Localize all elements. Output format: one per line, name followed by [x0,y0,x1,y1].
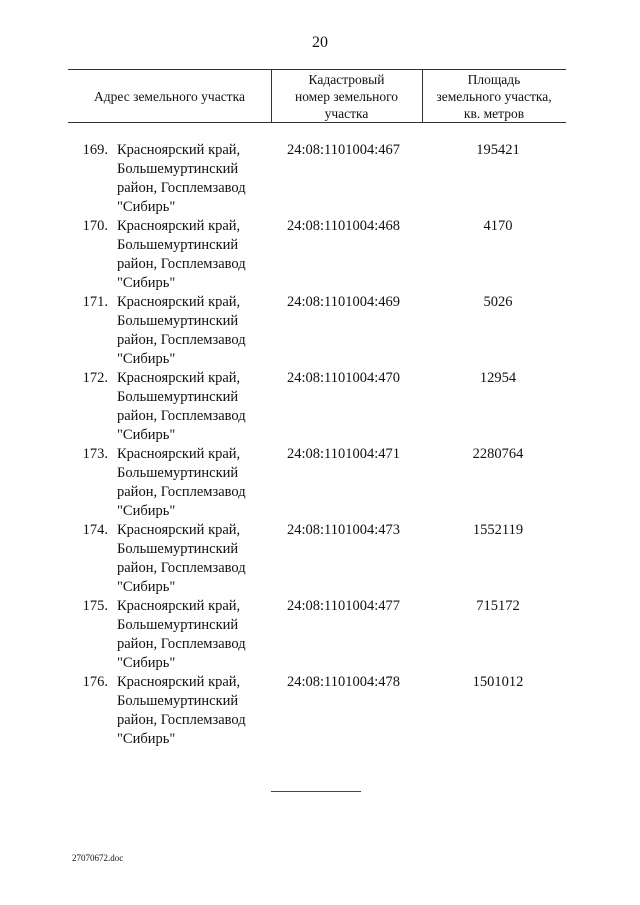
address-line: Красноярский край, [117,522,241,538]
row-number: 171. [82,294,108,310]
row-cadastral-number: 24:08:1101004:471 [287,446,401,462]
header-cadastral-line: Кадастровый [308,72,385,87]
address-line: Большемуртинский [117,465,239,481]
address-line: "Сибирь" [117,503,176,519]
table-row [0,445,640,521]
address-line: район, Госплемзавод [117,180,246,196]
row-area: 1552119 [472,522,524,538]
table-top-rule [68,69,566,70]
end-of-list-line [271,791,361,792]
address-line: "Сибирь" [117,275,176,291]
header-cadastral [271,71,422,122]
header-area-line: Площадь [467,72,521,87]
row-address [117,673,277,749]
row-area: 1501012 [472,674,524,690]
address-line: "Сибирь" [117,655,176,671]
row-cadastral-number: 24:08:1101004:477 [287,598,401,614]
row-address [117,521,277,597]
row-number: 170. [82,218,108,234]
address-line: Большемуртинский [117,237,239,253]
row-address [117,369,277,445]
address-line: район, Госплемзавод [117,636,246,652]
address-line: "Сибирь" [117,579,176,595]
row-address [117,141,277,217]
table-row [0,673,640,749]
address-line: Красноярский край, [117,218,241,234]
row-number: 175. [82,598,108,614]
address-line: "Сибирь" [117,731,176,747]
address-line: "Сибирь" [117,199,176,215]
row-number: 169. [82,142,108,158]
row-number: 172. [82,370,108,386]
address-line: район, Госплемзавод [117,484,246,500]
row-area: 4170 [483,218,513,234]
row-area: 5026 [483,294,513,310]
row-area: 715172 [476,598,520,614]
header-cadastral-line: участка [324,106,369,121]
page-number: 20 [312,34,328,51]
table-row [0,521,640,597]
address-line: район, Госплемзавод [117,560,246,576]
address-line: район, Госплемзавод [117,332,246,348]
row-number: 173. [82,446,108,462]
table-row [0,141,640,217]
table-row [0,597,640,673]
table-row [0,369,640,445]
row-cadastral-number: 24:08:1101004:469 [287,294,401,310]
address-line: Красноярский край, [117,370,241,386]
address-line: район, Госплемзавод [117,256,246,272]
row-area: 195421 [476,142,520,158]
row-address [117,293,277,369]
header-area-line: земельного участка, [436,89,552,104]
address-line: "Сибирь" [117,351,176,367]
address-line: Красноярский край, [117,598,241,614]
address-line: Красноярский край, [117,674,241,690]
row-cadastral-number: 24:08:1101004:478 [287,674,401,690]
header-area [422,71,566,122]
row-number: 174. [82,522,108,538]
row-cadastral-number: 24:08:1101004:470 [287,370,401,386]
address-line: Большемуртинский [117,541,239,557]
row-cadastral-number: 24:08:1101004:468 [287,218,401,234]
document-file-id: 27070672.doc [72,853,124,863]
address-line: район, Госплемзавод [117,712,246,728]
table-row [0,217,640,293]
address-line: Большемуртинский [117,693,239,709]
address-line: Красноярский край, [117,142,241,158]
address-line: "Сибирь" [117,427,176,443]
table-row [0,293,640,369]
address-line: Красноярский край, [117,294,241,310]
header-address: Адрес земельного участка [94,89,245,104]
address-line: район, Госплемзавод [117,408,246,424]
header-area-line: кв. метров [463,106,525,121]
address-line: Большемуртинский [117,617,239,633]
row-address [117,597,277,673]
row-address [117,445,277,521]
row-address [117,217,277,293]
row-number: 176. [82,674,108,690]
address-line: Красноярский край, [117,446,241,462]
row-area: 12954 [479,370,517,386]
row-cadastral-number: 24:08:1101004:467 [287,142,401,158]
row-cadastral-number: 24:08:1101004:473 [287,522,401,538]
row-area: 2280764 [472,446,524,462]
address-line: Большемуртинский [117,389,239,405]
address-line: Большемуртинский [117,313,239,329]
table-header-bottom-rule [68,122,566,123]
address-line: Большемуртинский [117,161,239,177]
header-cadastral-line: номер земельного [294,89,399,104]
